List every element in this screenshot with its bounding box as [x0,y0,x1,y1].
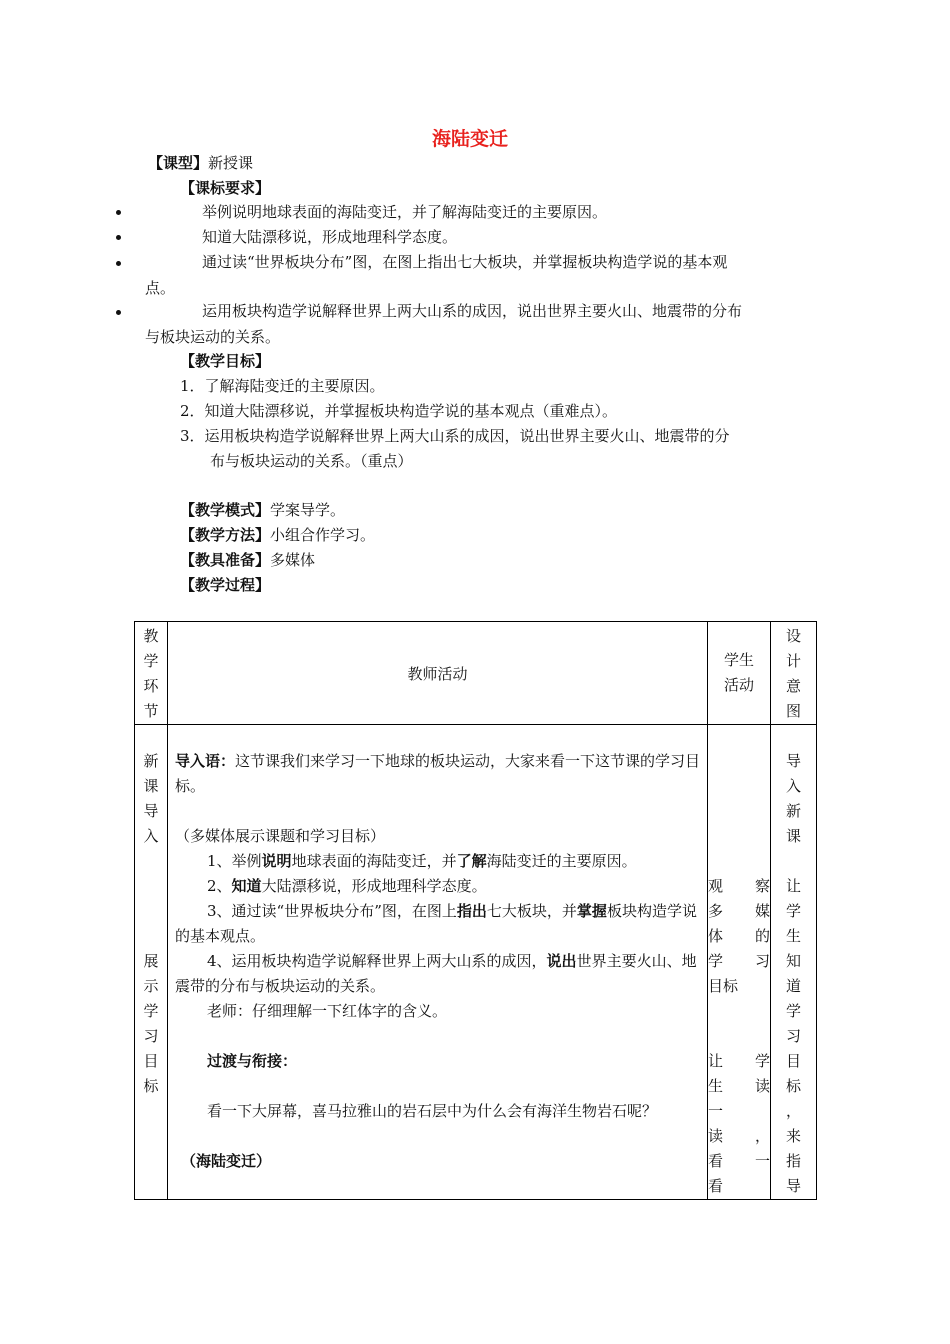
bullet-icon [116,210,121,215]
curriculum-item-1: 举例说明地球表面的海陆变迁，并了解海陆变迁的主要原因。 [202,203,608,221]
objective-3-cont: 布与板块运动的关系。（重点） [210,452,413,470]
page-title: 海陆变迁 [431,128,508,150]
process-heading: 【教学过程】 [180,576,271,594]
objectives-heading: 【教学目标】 [180,352,271,370]
curriculum-item-4: 运用板块构造学说解释世界上两大山系的成因，说出世界主要火山、地震带的分布 与板块运动的关系。 [145,302,743,346]
header-stage: 教 学 环 节 [135,622,168,725]
header-teacher-activity: 教师活动 [168,622,708,725]
objective-1: 1．了解海陆变迁的主要原因。 [180,377,385,395]
lesson-table [134,621,817,1200]
course-type-value: 新授课 [208,154,254,172]
curriculum-heading: 【课标要求】 [180,179,271,197]
curriculum-item-2: 知道大陆漂移说，形成地理科学态度。 [202,228,458,246]
design-intent-cell: 导 入 新 课 让 学 生 知 道 学 习 目 标 ， 来 指 导 [771,725,817,1200]
stage-cell: 新 课 导 入 展 示 学 习 目 标 [135,725,168,1200]
teaching-mode: 【教学模式】学案导学。 [180,501,346,519]
bullet-icon [116,310,121,315]
student-activity-cell: 观 察 多 媒 体 的 学 习 目标 让 学 生 读 一 读 ， 看 一 看 [708,725,771,1200]
course-type-label: 【课型】 [148,154,209,172]
bullet-icon [116,261,121,266]
curriculum-item-3: 通过读“世界板块分布”图，在图上指出七大板块，并掌握板块构造学说的基本观 点。 [145,253,728,297]
course-type [148,151,253,175]
objective-2: 2．知道大陆漂移说，并掌握板块构造学说的基本观点（重难点）。 [180,402,618,420]
table-row [135,725,817,1200]
objective-3: 3．运用板块构造学说解释世界上两大山系的成因，说出世界主要火山、地震带的分 [180,427,730,445]
header-student-activity: 学生 活动 [708,622,771,725]
bullet-icon [116,235,121,240]
header-design-intent: 设 计 意 图 [771,622,817,725]
teaching-method: 【教学方法】小组合作学习。 [180,526,376,544]
table-header-row [135,622,817,725]
teacher-activity-cell: 导入语：这节课我们来学习一下地球的板块运动，大家来看一下这节课的学习目标。 （多媒体展示课题和学习目标） 1、举例说明地球表面的海陆变迁，并了解海陆变迁的主要原因。 2、知道大陆漂移说，形成地理科学态度。 3、通过读“世界板块分布”图，在图上指出七大板块，并掌握板块构造学说的基本观点。 4、运用板块构造学说解释世界上两大山系的成因，说出世界主要火山、地震带的分布与板块运动的关系。 老师：仔细理解一下红体字的含义。 过渡与衔接： 看一下大屏幕，喜马拉雅山的岩石层中为什么会有海洋生物岩石呢？ （海陆变迁） [168,725,708,1200]
teaching-tools: 【教具准备】多媒体 [180,551,316,569]
